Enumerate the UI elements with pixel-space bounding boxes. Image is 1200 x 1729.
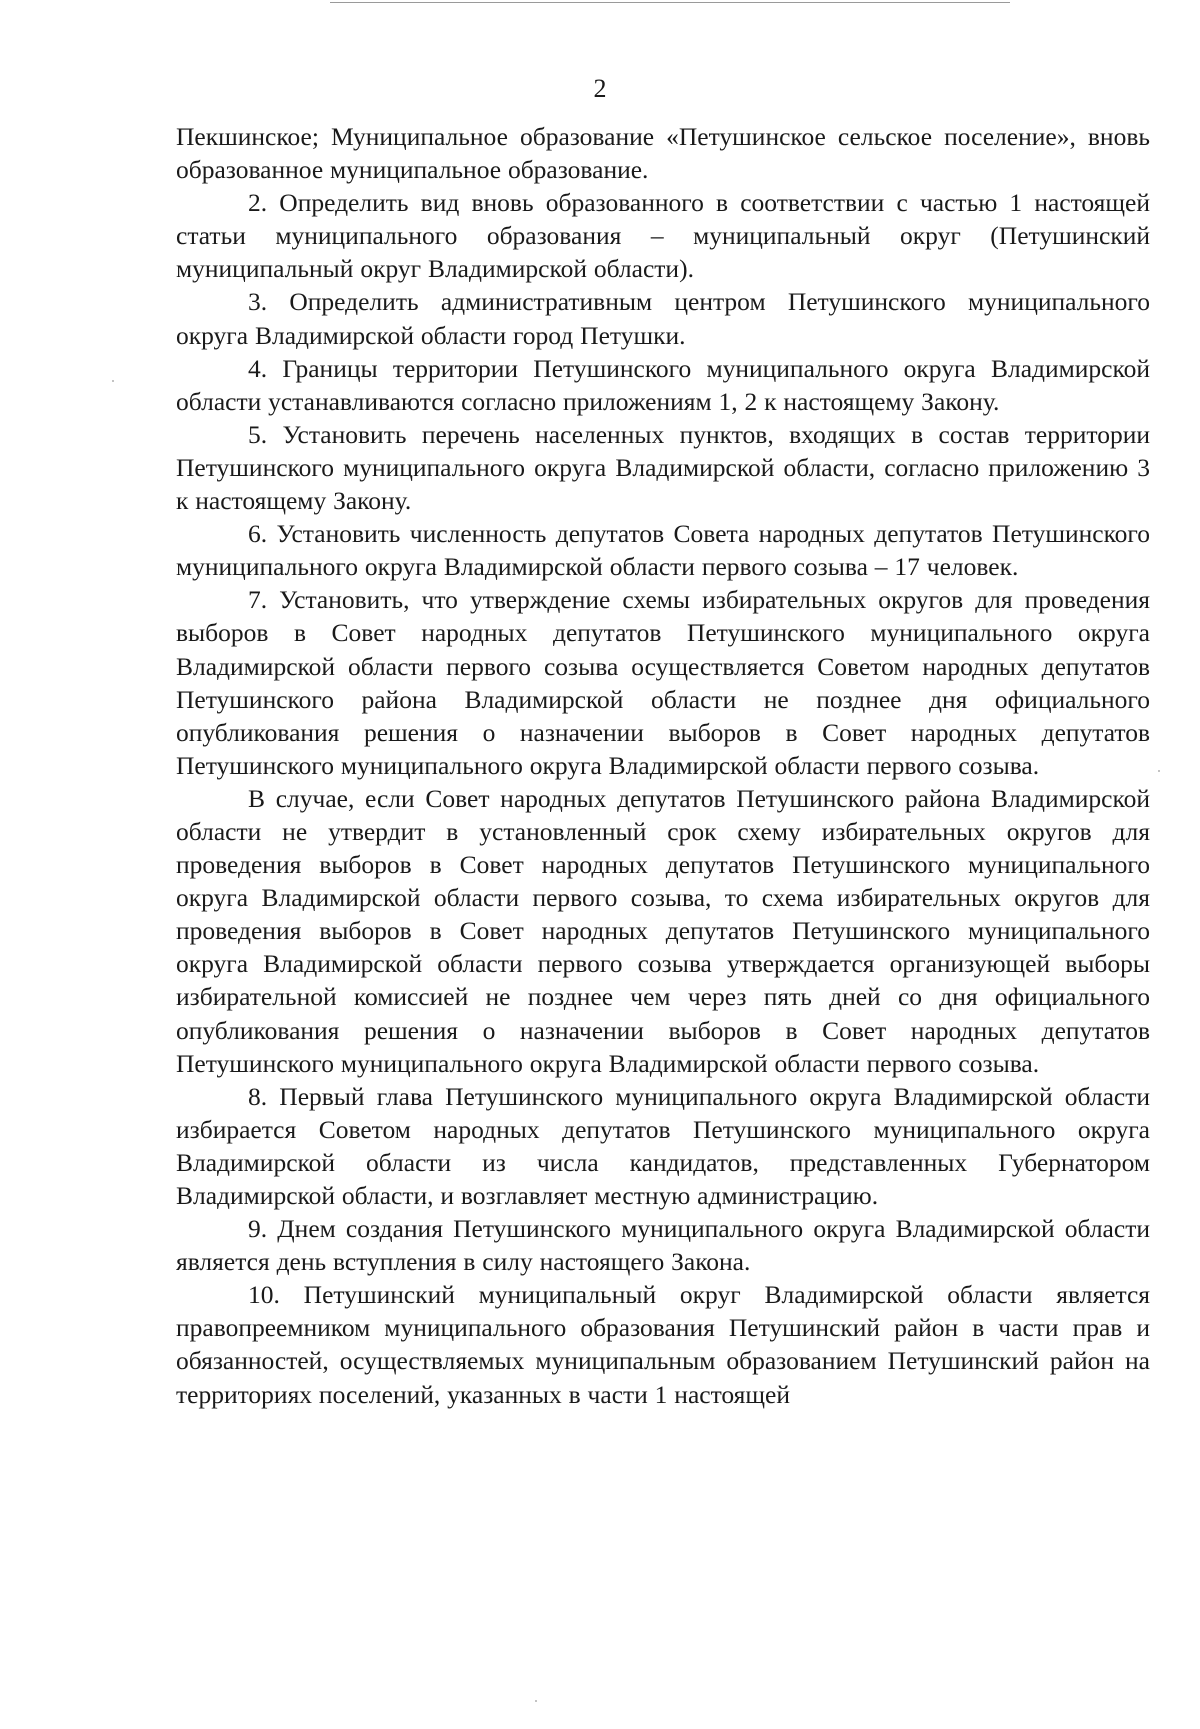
document-body xyxy=(176,120,1150,1411)
scan-speck xyxy=(535,1700,537,1702)
page-number: 2 xyxy=(593,74,607,103)
paragraph-item-6: 6. Установить численность депутатов Совета народных депутатов Петушинского муниципального округа Владимирской области первого созыва – 17 человек. xyxy=(176,519,1150,582)
paragraph-item-8: 8. Первый глава Петушинского муниципального округа Владимирской области избирается Советом народных депутатов Петушинского муниципального округа Владимирской области из числа кандидатов, представленных Губернатором Владимирской области, и возглавляет местную администрацию. xyxy=(176,1081,1150,1210)
paragraph-continuation: Пекшинское; Муниципальное образование «Петушинское сельское поселение», вновь образованное муниципальное образование. xyxy=(176,122,1150,185)
paragraph-item-5: 5. Установить перечень населенных пунктов, входящих в состав территории Петушинского муниципального округа Владимирской области, согласно приложению 3 к настоящему Закону. xyxy=(176,419,1150,516)
scan-speck xyxy=(1158,770,1160,772)
top-scan-edge xyxy=(330,2,1010,3)
paragraph-item-10: 10. Петушинский муниципальный округ Владимирской области является правопреемником муниципального образования Петушинский район в части прав и обязанностей, осуществляемых муниципальным образованием Петушинский район на территориях поселений, указанных в части 1 настоящей xyxy=(176,1280,1150,1409)
paragraph-item-7: 7. Установить, что утверждение схемы избирательных округов для проведения выборов в Совет народных депутатов Петушинского муниципального округа Владимирской области первого созыва осуществляется Советом народных депутатов Петушинского района Владимирской области не позднее дня официального опубликования решения о назначении выборов в Совет народных депутатов Петушинского муниципального округа Владимирской области первого созыва. xyxy=(176,585,1150,780)
paragraph-item-9: 9. Днем создания Петушинского муниципального округа Владимирской области является день вступления в силу настоящего Закона. xyxy=(176,1214,1150,1277)
paragraph-item-3: 3. Определить административным центром Петушинского муниципального округа Владимирской области город Петушки. xyxy=(176,287,1150,350)
scan-speck xyxy=(112,380,114,382)
paragraph-item-7-case: В случае, если Совет народных депутатов Петушинского района Владимирской области не утвердит в установленный срок схему избирательных округов для проведения выборов в Совет народных депутатов Петушинского муниципального округа Владимирской области первого созыва, то схема избирательных округов для проведения выборов в Совет народных депутатов Петушинского муниципального округа Владимирской области первого созыва утверждается организующей выборы избирательной комиссией не позднее чем через пять дней со дня официального опубликования решения о назначении выборов в Совет народных депутатов Петушинского муниципального округа Владимирской области первого созыва. xyxy=(176,783,1150,1078)
paragraph-item-4: 4. Границы территории Петушинского муниципального округа Владимирской области устанавливаются согласно приложениям 1, 2 к настоящему Закону. xyxy=(176,353,1150,416)
paragraph-item-2: 2. Определить вид вновь образованного в соответствии с частью 1 настоящей статьи муниципального образования – муниципальный округ (Петушинский муниципальный округ Владимирской области). xyxy=(176,188,1150,284)
